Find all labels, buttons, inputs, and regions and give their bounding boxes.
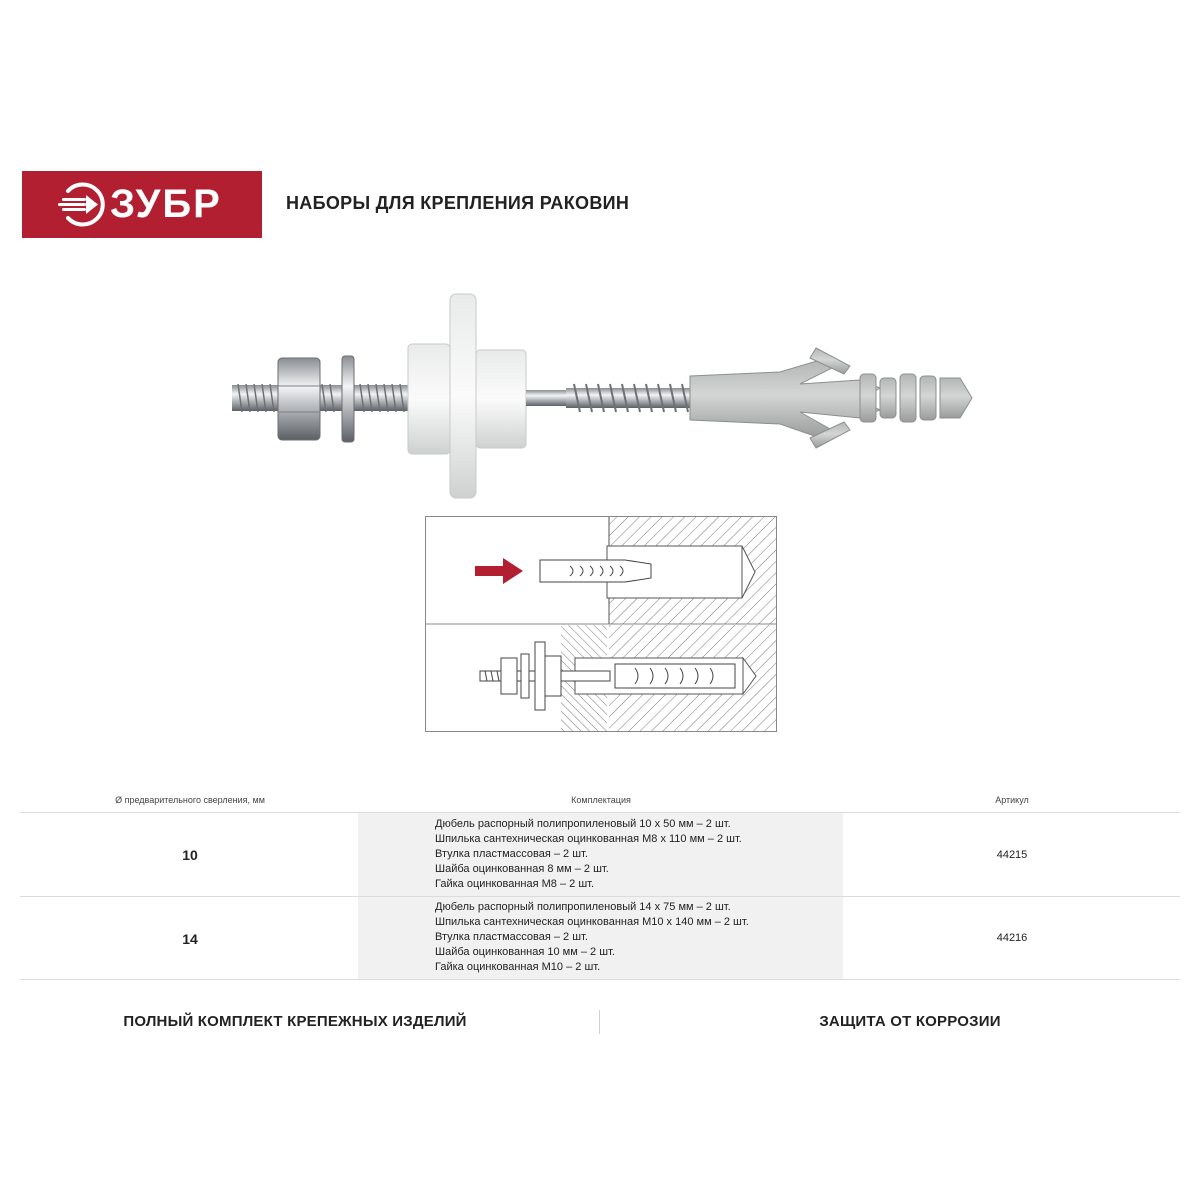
feature-divider bbox=[599, 1010, 600, 1034]
page-title: НАБОРЫ ДЛЯ КРЕПЛЕНИЯ РАКОВИН bbox=[286, 193, 630, 213]
table-row-article: 44215 bbox=[996, 849, 1028, 861]
feature-full-kit: ПОЛНЫЙ КОМПЛЕКТ КРЕПЕЖНЫХ ИЗДЕЛИЙ bbox=[123, 1013, 467, 1030]
washer bbox=[342, 356, 354, 442]
kit-item: Втулка пластмассовая – 2 шт. bbox=[435, 931, 588, 943]
kit-item: Дюбель распорный полипропиленовый 14 х 75 мм – 2 шт. bbox=[435, 901, 731, 913]
table-row-kit bbox=[435, 900, 835, 975]
installation-diagram bbox=[425, 516, 777, 732]
kit-item: Шайба оцинкованная 8 мм – 2 шт. bbox=[435, 863, 609, 875]
kit-item: Шпилька сантехническая оцинкованная М10 х 140 мм – 2 шт. bbox=[435, 916, 749, 928]
table-row-drill: 14 bbox=[182, 931, 198, 947]
brand-logo bbox=[22, 171, 262, 238]
plastic-sleeve bbox=[408, 344, 450, 454]
header-kit-contents: Комплектация bbox=[571, 795, 631, 805]
table-row-kit bbox=[435, 817, 835, 892]
brand-name: ЗУБР bbox=[110, 182, 222, 226]
kit-item: Втулка пластмассовая – 2 шт. bbox=[435, 848, 588, 860]
dowel-drawing bbox=[540, 560, 651, 582]
table-row-article: 44216 bbox=[996, 932, 1028, 944]
kit-item: Шайба оцинкованная 10 мм – 2 шт. bbox=[435, 946, 615, 958]
product-illustration bbox=[220, 288, 1000, 508]
header-drill-diameter: Ø предварительного сверления, мм bbox=[115, 795, 265, 805]
expansion-dowel bbox=[690, 348, 972, 448]
kit-item: Гайка оцинкованная М8 – 2 шт. bbox=[435, 878, 595, 890]
plastic-sleeve-flange bbox=[450, 294, 476, 498]
kit-item: Гайка оцинкованная М10 – 2 шт. bbox=[435, 961, 601, 973]
table-divider bbox=[20, 979, 1180, 980]
hex-nut bbox=[278, 358, 320, 440]
header-article: Артикул bbox=[995, 795, 1029, 805]
kit-item: Шпилька сантехническая оцинкованная М8 х 110 мм – 2 шт. bbox=[435, 833, 742, 845]
kit-item: Дюбель распорный полипропиленовый 10 х 50 мм – 2 шт. bbox=[435, 818, 731, 830]
feature-corrosion-protection: ЗАЩИТА ОТ КОРРОЗИИ bbox=[819, 1013, 1001, 1030]
screw-shank bbox=[566, 388, 696, 408]
table-row-drill: 10 bbox=[182, 847, 198, 863]
